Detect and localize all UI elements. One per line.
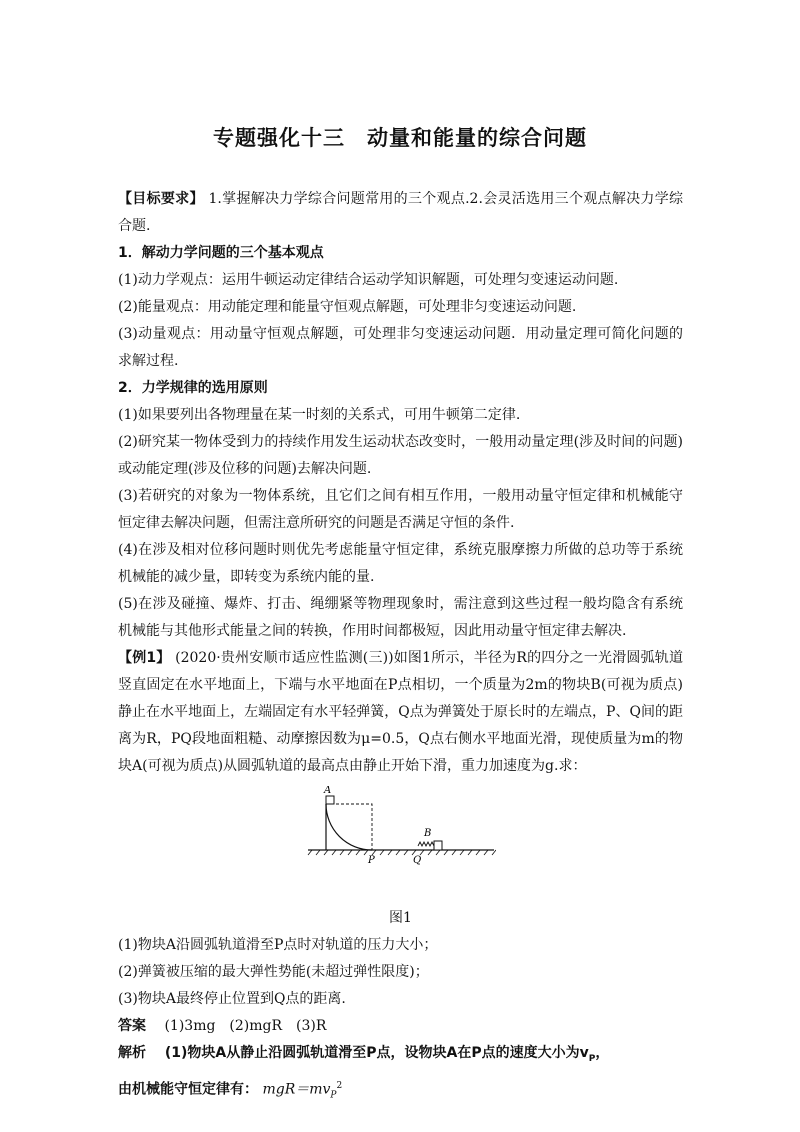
page-title	[0, 122, 800, 152]
section2-item-2: (2)研究某一物体受到力的持续作用发生运动状态改变时，一般用动量定理(涉及时间的问题)或动能定理(涉及位移的问题)去解决问题.	[118, 434, 683, 477]
analysis-paragraph	[118, 1040, 683, 1073]
section2-item-4: (4)在涉及相对位移问题时则优先考虑能量守恒定律，系统克服摩擦力所做的总功等于系统机械能的减少量，即转变为系统内能的量.	[118, 542, 683, 585]
section2-heading: 2．力学规律的选用原则	[118, 380, 268, 396]
ground-hatch	[308, 850, 496, 855]
formula-subscript: P	[330, 1090, 337, 1101]
formula-prefix: 由机械能守恒定律有：	[118, 1081, 258, 1098]
label-b: B	[424, 828, 432, 839]
physics-diagram	[306, 786, 496, 866]
label-p: P	[368, 855, 375, 866]
section2-item-1: (1)如果要列出各物理量在某一时刻的关系式，可用牛顿第二定律.	[118, 407, 521, 423]
formula-paragraph	[118, 1073, 683, 1109]
answer-text: (1)3mg (2)mgR (3)R	[164, 1018, 327, 1034]
formula-text: mgR＝mv	[262, 1081, 331, 1098]
goal-paragraph	[118, 186, 683, 240]
track-outline-dashed	[326, 804, 372, 850]
section2-item-5: (5)在涉及碰撞、爆炸、打击、绳绷紧等物理现象时，需注意到这些过程一般均隐含有系统机械能与其他形式能量之间的转换，作用时间都极短，因此用动量守恒定律去解决.	[118, 596, 683, 639]
label-q: Q	[413, 855, 422, 866]
goal-text: 1.掌握解决力学综合问题常用的三个观点.2.会灵活选用三个观点解决力学综合题.	[118, 191, 683, 234]
example-tag: 【例1】	[118, 650, 171, 666]
example-text: (2020·贵州安顺市适应性监测(三))如图1所示，半径为R的四分之一光滑圆弧轨道竖直固定在水平地面上，下端与水平地面在P点相切，一个质量为2m的物块B(可视为质点)静止在水平地面上，左端固定有水平轻弹簧，Q点为弹簧处于原长时的左端点，P、Q间的距离为R，PQ段地面粗糙、动摩擦因数为μ=0.5，Q点右侧水平地面光滑，现使质量为m的物块A(可视为质点)从圆弧轨道的最高点由静止开始下滑，重力加速度为g.求：	[118, 650, 683, 774]
answer-label: 答案	[118, 1018, 146, 1034]
document-body	[118, 186, 683, 1109]
question-1: (1)物块A沿圆弧轨道滑至P点时对轨道的压力大小；	[118, 937, 438, 953]
section1-item-2: (2)能量观点：用动能定理和能量守恒观点解题，可处理非匀变速运动问题.	[118, 299, 577, 315]
analysis-label: 解析	[118, 1045, 146, 1061]
example-paragraph	[118, 645, 683, 780]
title-right: 动量和能量的综合问题	[367, 126, 587, 150]
analysis-text: (1)物块A从静止沿圆弧轨道滑至P点，设物块A在P点的速度大小为v	[164, 1045, 589, 1061]
analysis-subscript: P	[588, 1053, 596, 1064]
section1-heading: 1．解动力学问题的三个基本观点	[118, 245, 324, 261]
goal-tag: 【目标要求】	[118, 191, 204, 207]
spring	[418, 842, 434, 846]
label-a: A	[324, 786, 332, 796]
block-b	[434, 841, 442, 850]
section1-item-3: (3)动量观点：用动量守恒观点解题，可处理非匀变速运动问题．用动量定理可简化问题的求解过程.	[118, 326, 683, 369]
answer-paragraph	[118, 1013, 683, 1040]
arc-track	[326, 804, 372, 850]
section2-item-3: (3)若研究的对象为一物体系统，且它们之间有相互作用，一般用动量守恒定律和机械能守恒定律去解决问题，但需注意所研究的问题是否满足守恒的条件.	[118, 488, 683, 531]
analysis-end: ，	[595, 1045, 610, 1061]
question-3: (3)物块A最终停止位置到Q点的距离.	[118, 991, 346, 1007]
question-2: (2)弹簧被压缩的最大弹性势能(未超过弹性限度)；	[118, 964, 429, 980]
figure-caption: 图1	[389, 910, 412, 926]
figure-1	[118, 780, 683, 905]
section1-item-1: (1)动力学观点：运用牛顿运动定律结合运动学知识解题，可处理匀变速运动问题.	[118, 272, 619, 288]
block-a	[326, 796, 334, 804]
title-left: 专题强化十三	[213, 126, 345, 150]
formula-superscript: 2	[336, 1080, 343, 1091]
